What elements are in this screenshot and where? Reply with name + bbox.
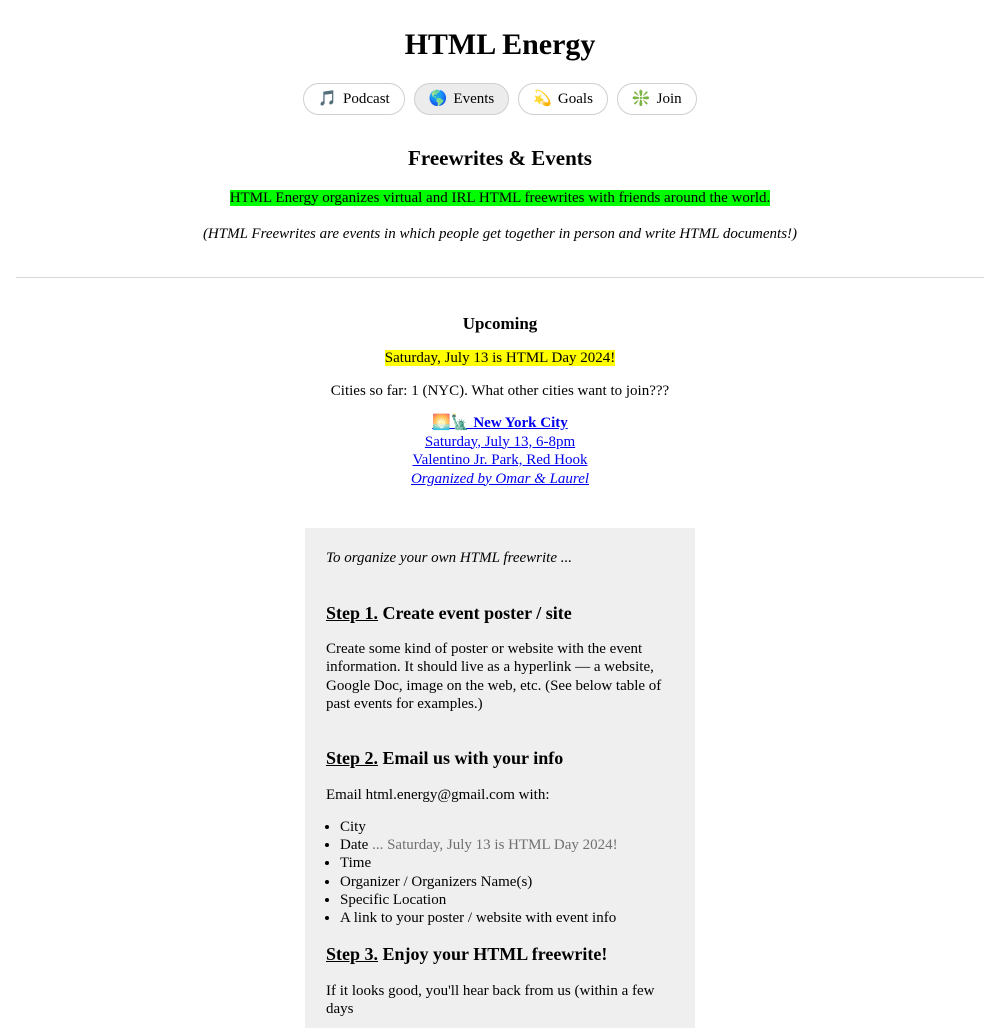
- step-1-heading: [326, 603, 572, 624]
- organize-guide: [305, 528, 695, 1028]
- event-location-link[interactable]: Valentino Jr. Park, Red Hook: [412, 452, 588, 468]
- intro-highlight: HTML Energy organizes virtual and IRL HTML freewrites with friends around the world.: [229, 190, 771, 206]
- announcement-highlight: Saturday, July 13 is HTML Day 2024!: [384, 350, 616, 366]
- site-title: HTML Energy: [404, 28, 596, 61]
- sparkle-icon: ❇️: [631, 90, 651, 107]
- step-3-title: Enjoy your HTML freewrite!: [378, 944, 608, 964]
- event-city-link[interactable]: [0, 414, 1000, 433]
- list-item: • Time: [340, 854, 618, 872]
- step-2-number: Step 2.: [326, 748, 379, 768]
- step-1-number: Step 1.: [326, 603, 379, 623]
- list-item: • A link to your poster / website with event info: [340, 909, 618, 927]
- nav-podcast-button[interactable]: [303, 83, 404, 115]
- upcoming-heading: Upcoming: [462, 314, 538, 333]
- step-3-heading: [326, 944, 607, 965]
- step-3-body: If it looks good, you'll hear back from us (within a few days: [326, 983, 655, 1018]
- nav-events-button[interactable]: [414, 83, 510, 115]
- event-organizers-link[interactable]: Organized by Omar & Laurel: [410, 470, 590, 487]
- step-1-body: Create some kind of poster or website with the event information. It should live as a hyperlink — a website, Google Doc, image on the web, etc. (See below table of past events for examples.): [326, 641, 662, 713]
- announcement: [0, 350, 1000, 367]
- nav-goals-label: Goals: [557, 90, 593, 107]
- globe-icon: 🌎: [428, 90, 448, 107]
- main-nav: [0, 83, 1000, 115]
- cities-status: Cities so far: 1 (NYC). What other cities want to join???: [330, 383, 670, 399]
- list-item: • Specific Location: [340, 891, 618, 909]
- step-2-title: Email us with your info: [378, 748, 564, 768]
- list-item: • City: [340, 818, 618, 836]
- sunrise-statue-of-liberty-icon: 🌅🗽: [432, 415, 470, 431]
- step-2-body: Email html.energy@gmail.com with:: [326, 787, 550, 803]
- nav-podcast-label: Podcast: [343, 90, 390, 107]
- freewrite-note: (HTML Freewrites are events in which people get together in person and write HTML documents!): [202, 226, 798, 242]
- event-city-name: New York City: [473, 415, 568, 431]
- required-info-list: [326, 818, 618, 927]
- list-item: • Organizer / Organizers Name(s): [340, 873, 618, 891]
- event-date-link[interactable]: Saturday, July 13, 6-8pm: [424, 433, 576, 450]
- intro-text: [0, 190, 1000, 207]
- nav-join-label: Join: [656, 90, 682, 107]
- dizzy-star-icon: 💫: [533, 90, 552, 107]
- nav-join-button[interactable]: [617, 83, 697, 115]
- step-3-number: Step 3.: [326, 944, 379, 964]
- nav-events-label: Events: [453, 90, 495, 107]
- section-divider: [16, 277, 984, 278]
- step-2-heading: [326, 748, 563, 769]
- nav-goals-button[interactable]: [518, 83, 608, 115]
- event-nyc: [0, 414, 1000, 488]
- events-heading: Freewrites & Events: [408, 146, 592, 170]
- date-note: ... Saturday, July 13 is HTML Day 2024!: [368, 837, 618, 854]
- step-1-title: Create event poster / site: [378, 603, 572, 623]
- list-item: [340, 836, 618, 854]
- music-note-icon: 🎵: [318, 90, 338, 107]
- list-item-label: Date: [340, 837, 369, 854]
- guide-intro: To organize your own HTML freewrite ...: [326, 550, 572, 566]
